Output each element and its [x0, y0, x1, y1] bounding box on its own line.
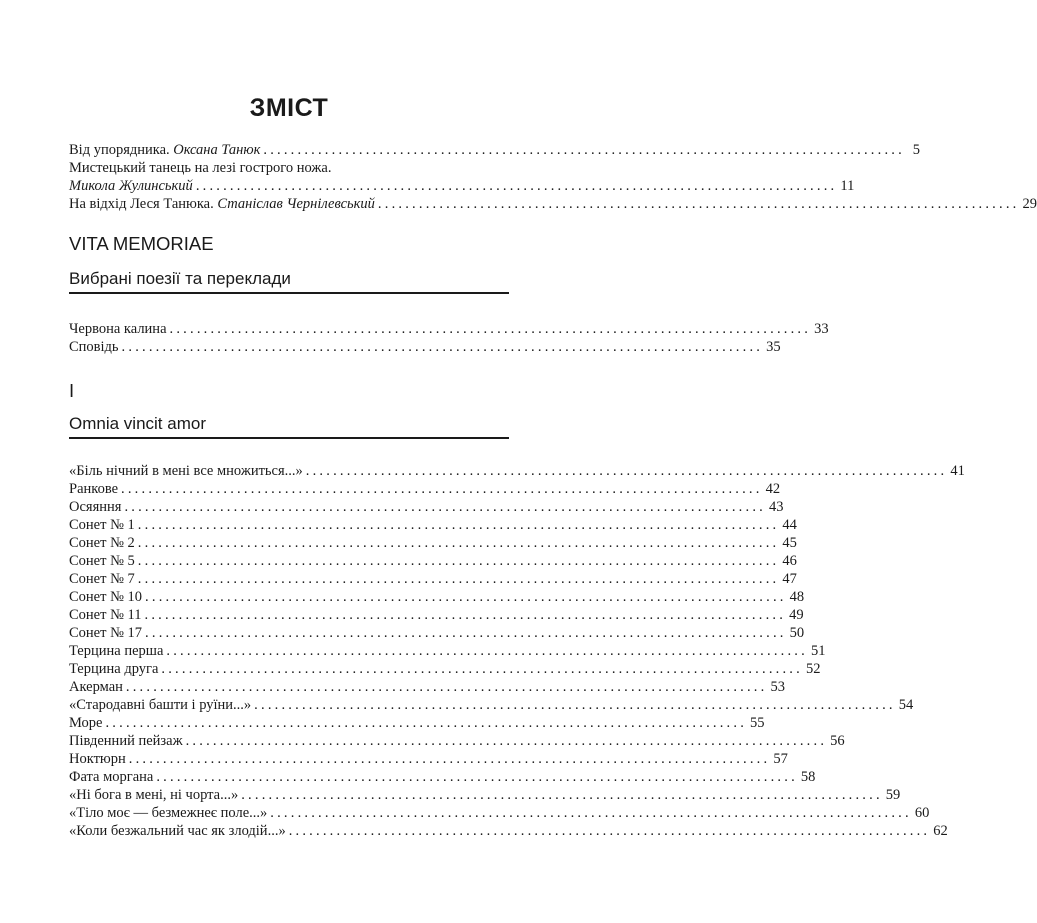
toc-entry[interactable]: [69, 804, 930, 822]
entry-page: 60: [914, 805, 930, 821]
toc-entry[interactable]: [69, 480, 781, 498]
toc-entry-farewell[interactable]: [69, 195, 1037, 213]
entry-page: 62: [933, 823, 948, 839]
leader-dots: ..............................................................................................: [263, 142, 905, 158]
leader-dots: ..............................................................................................: [145, 625, 787, 641]
leader-dots: ..............................................................................................: [137, 535, 780, 551]
entry-page: 42: [765, 481, 781, 497]
toc-entry[interactable]: [69, 516, 797, 534]
entry-page: 50: [789, 625, 805, 641]
entry-page: 47: [782, 571, 797, 587]
toc-entry[interactable]: [69, 498, 784, 516]
section-heading-vita: Вибрані поезії та переклади: [69, 269, 509, 294]
toc-entry[interactable]: [69, 534, 797, 552]
toc-entry[interactable]: [69, 786, 901, 804]
toc-entry[interactable]: [69, 570, 797, 588]
toc-entry[interactable]: [69, 678, 785, 696]
entry-page: 11: [840, 178, 855, 194]
toc-entry[interactable]: [69, 750, 788, 768]
entry-page: 51: [810, 643, 826, 659]
toc-entry[interactable]: [69, 320, 829, 338]
leader-dots: ..............................................................................................: [124, 499, 766, 515]
toc-entry[interactable]: [69, 696, 914, 714]
entry-label: Південний пейзаж: [69, 733, 183, 749]
leader-dots: ..............................................................................................: [169, 321, 812, 337]
toc-entry[interactable]: [69, 714, 765, 732]
leader-dots: ..............................................................................................: [254, 697, 896, 713]
toc-entry[interactable]: [69, 642, 826, 660]
section-heading-part1: Omnia vincit amor: [69, 414, 509, 439]
entry-page: 48: [789, 589, 805, 605]
leader-dots: ..............................................................................................: [305, 463, 948, 479]
entry-label: Сонет № 5: [69, 553, 135, 569]
toc-entry[interactable]: [69, 732, 845, 750]
toc-entry[interactable]: [69, 822, 948, 840]
toc-entry-essay[interactable]: [69, 177, 855, 195]
toc-entry[interactable]: [69, 606, 804, 624]
entry-page: 45: [782, 535, 797, 551]
entry-page: 46: [782, 553, 797, 569]
entry-page: 5: [912, 142, 920, 158]
toc-entry[interactable]: [69, 768, 816, 786]
entry-label: Море: [69, 715, 103, 731]
page-title: ЗМІСТ: [249, 94, 329, 122]
leader-dots: ..............................................................................................: [121, 481, 763, 497]
leader-dots: ..............................................................................................: [145, 589, 787, 605]
entry-label: На відхід Леся Танюка.: [69, 196, 218, 212]
toc-entry[interactable]: [69, 660, 821, 678]
leader-dots: ..............................................................................................: [241, 787, 883, 803]
entry-page: 49: [789, 607, 804, 623]
entry-author: Микола Жулинський: [69, 178, 193, 194]
entry-label: Сповідь: [69, 339, 119, 355]
entry-page: 43: [769, 499, 784, 515]
leader-dots: ..............................................................................................: [161, 661, 803, 677]
leader-dots: ..............................................................................................: [166, 643, 808, 659]
entry-label: «Ні бога в мені, ні чорта...»: [69, 787, 239, 803]
toc-entry[interactable]: [69, 624, 805, 642]
entry-label: Сонет № 2: [69, 535, 135, 551]
toc-entry[interactable]: [69, 588, 805, 606]
entry-label: Сонет № 1: [69, 517, 135, 533]
toc-entry[interactable]: [69, 338, 781, 356]
entry-page: 54: [898, 697, 914, 713]
entry-page: 59: [885, 787, 901, 803]
leader-dots: ..............................................................................................: [137, 517, 780, 533]
leader-dots: ..............................................................................................: [377, 196, 1020, 212]
leader-dots: ..............................................................................................: [185, 733, 828, 749]
entry-label: Фата моргана: [69, 769, 154, 785]
part-heading-vita: VITA MEMORIAE: [69, 233, 214, 254]
entry-label: Терцина друга: [69, 661, 159, 677]
entry-page: 57: [773, 751, 788, 767]
entry-author: Станіслав Чернілевський: [217, 196, 375, 212]
leader-dots: ..............................................................................................: [137, 571, 780, 587]
toc-entry-essay-title[interactable]: Мистецький танець на лезі гострого ножа.: [69, 160, 332, 176]
leader-dots: ..............................................................................................: [125, 679, 768, 695]
entry-label: Від упорядника.: [69, 142, 174, 158]
entry-label: Терцина перша: [69, 643, 164, 659]
entry-page: 44: [782, 517, 797, 533]
leader-dots: ..............................................................................................: [270, 805, 912, 821]
entry-label: Сонет № 11: [69, 607, 142, 623]
entry-label: Акерман: [69, 679, 123, 695]
toc-entry[interactable]: [69, 552, 797, 570]
entry-label: Червона калина: [69, 321, 167, 337]
part-heading-1: I: [69, 380, 75, 401]
entry-label: «Коли безжальний час як злодій...»: [69, 823, 286, 839]
entry-page: 33: [814, 321, 829, 337]
entry-page: 53: [770, 679, 785, 695]
entry-page: 35: [766, 339, 781, 355]
leader-dots: ..............................................................................................: [156, 769, 798, 785]
entry-label: Осяяння: [69, 499, 122, 515]
leader-dots: ..............................................................................................: [121, 339, 764, 355]
entry-page: 58: [800, 769, 816, 785]
entry-page: 55: [750, 715, 765, 731]
entry-label: Сонет № 7: [69, 571, 135, 587]
entry-label: Ранкове: [69, 481, 119, 497]
leader-dots: ..............................................................................................: [195, 178, 838, 194]
entry-label: Сонет № 10: [69, 589, 143, 605]
toc-entry-preface[interactable]: [69, 141, 920, 159]
entry-author: Оксана Танюк: [173, 142, 261, 158]
leader-dots: ..............................................................................................: [288, 823, 931, 839]
leader-dots: ..............................................................................................: [144, 607, 787, 623]
entry-label: Сонет № 17: [69, 625, 143, 641]
entry-page: 29: [1022, 196, 1037, 212]
entry-page: 56: [830, 733, 845, 749]
entry-page: 52: [805, 661, 821, 677]
entry-label: Ноктюрн: [69, 751, 126, 767]
toc-entry[interactable]: [69, 462, 965, 480]
entry-label: «Біль нічний в мені все множиться...»: [69, 463, 303, 479]
entry-page: 41: [950, 463, 965, 479]
entry-label: «Стародавні башти і руїни...»: [69, 697, 252, 713]
leader-dots: ..............................................................................................: [137, 553, 780, 569]
leader-dots: ..............................................................................................: [105, 715, 748, 731]
leader-dots: ..............................................................................................: [128, 751, 771, 767]
entry-label: «Тіло моє — безмежнеє поле...»: [69, 805, 268, 821]
